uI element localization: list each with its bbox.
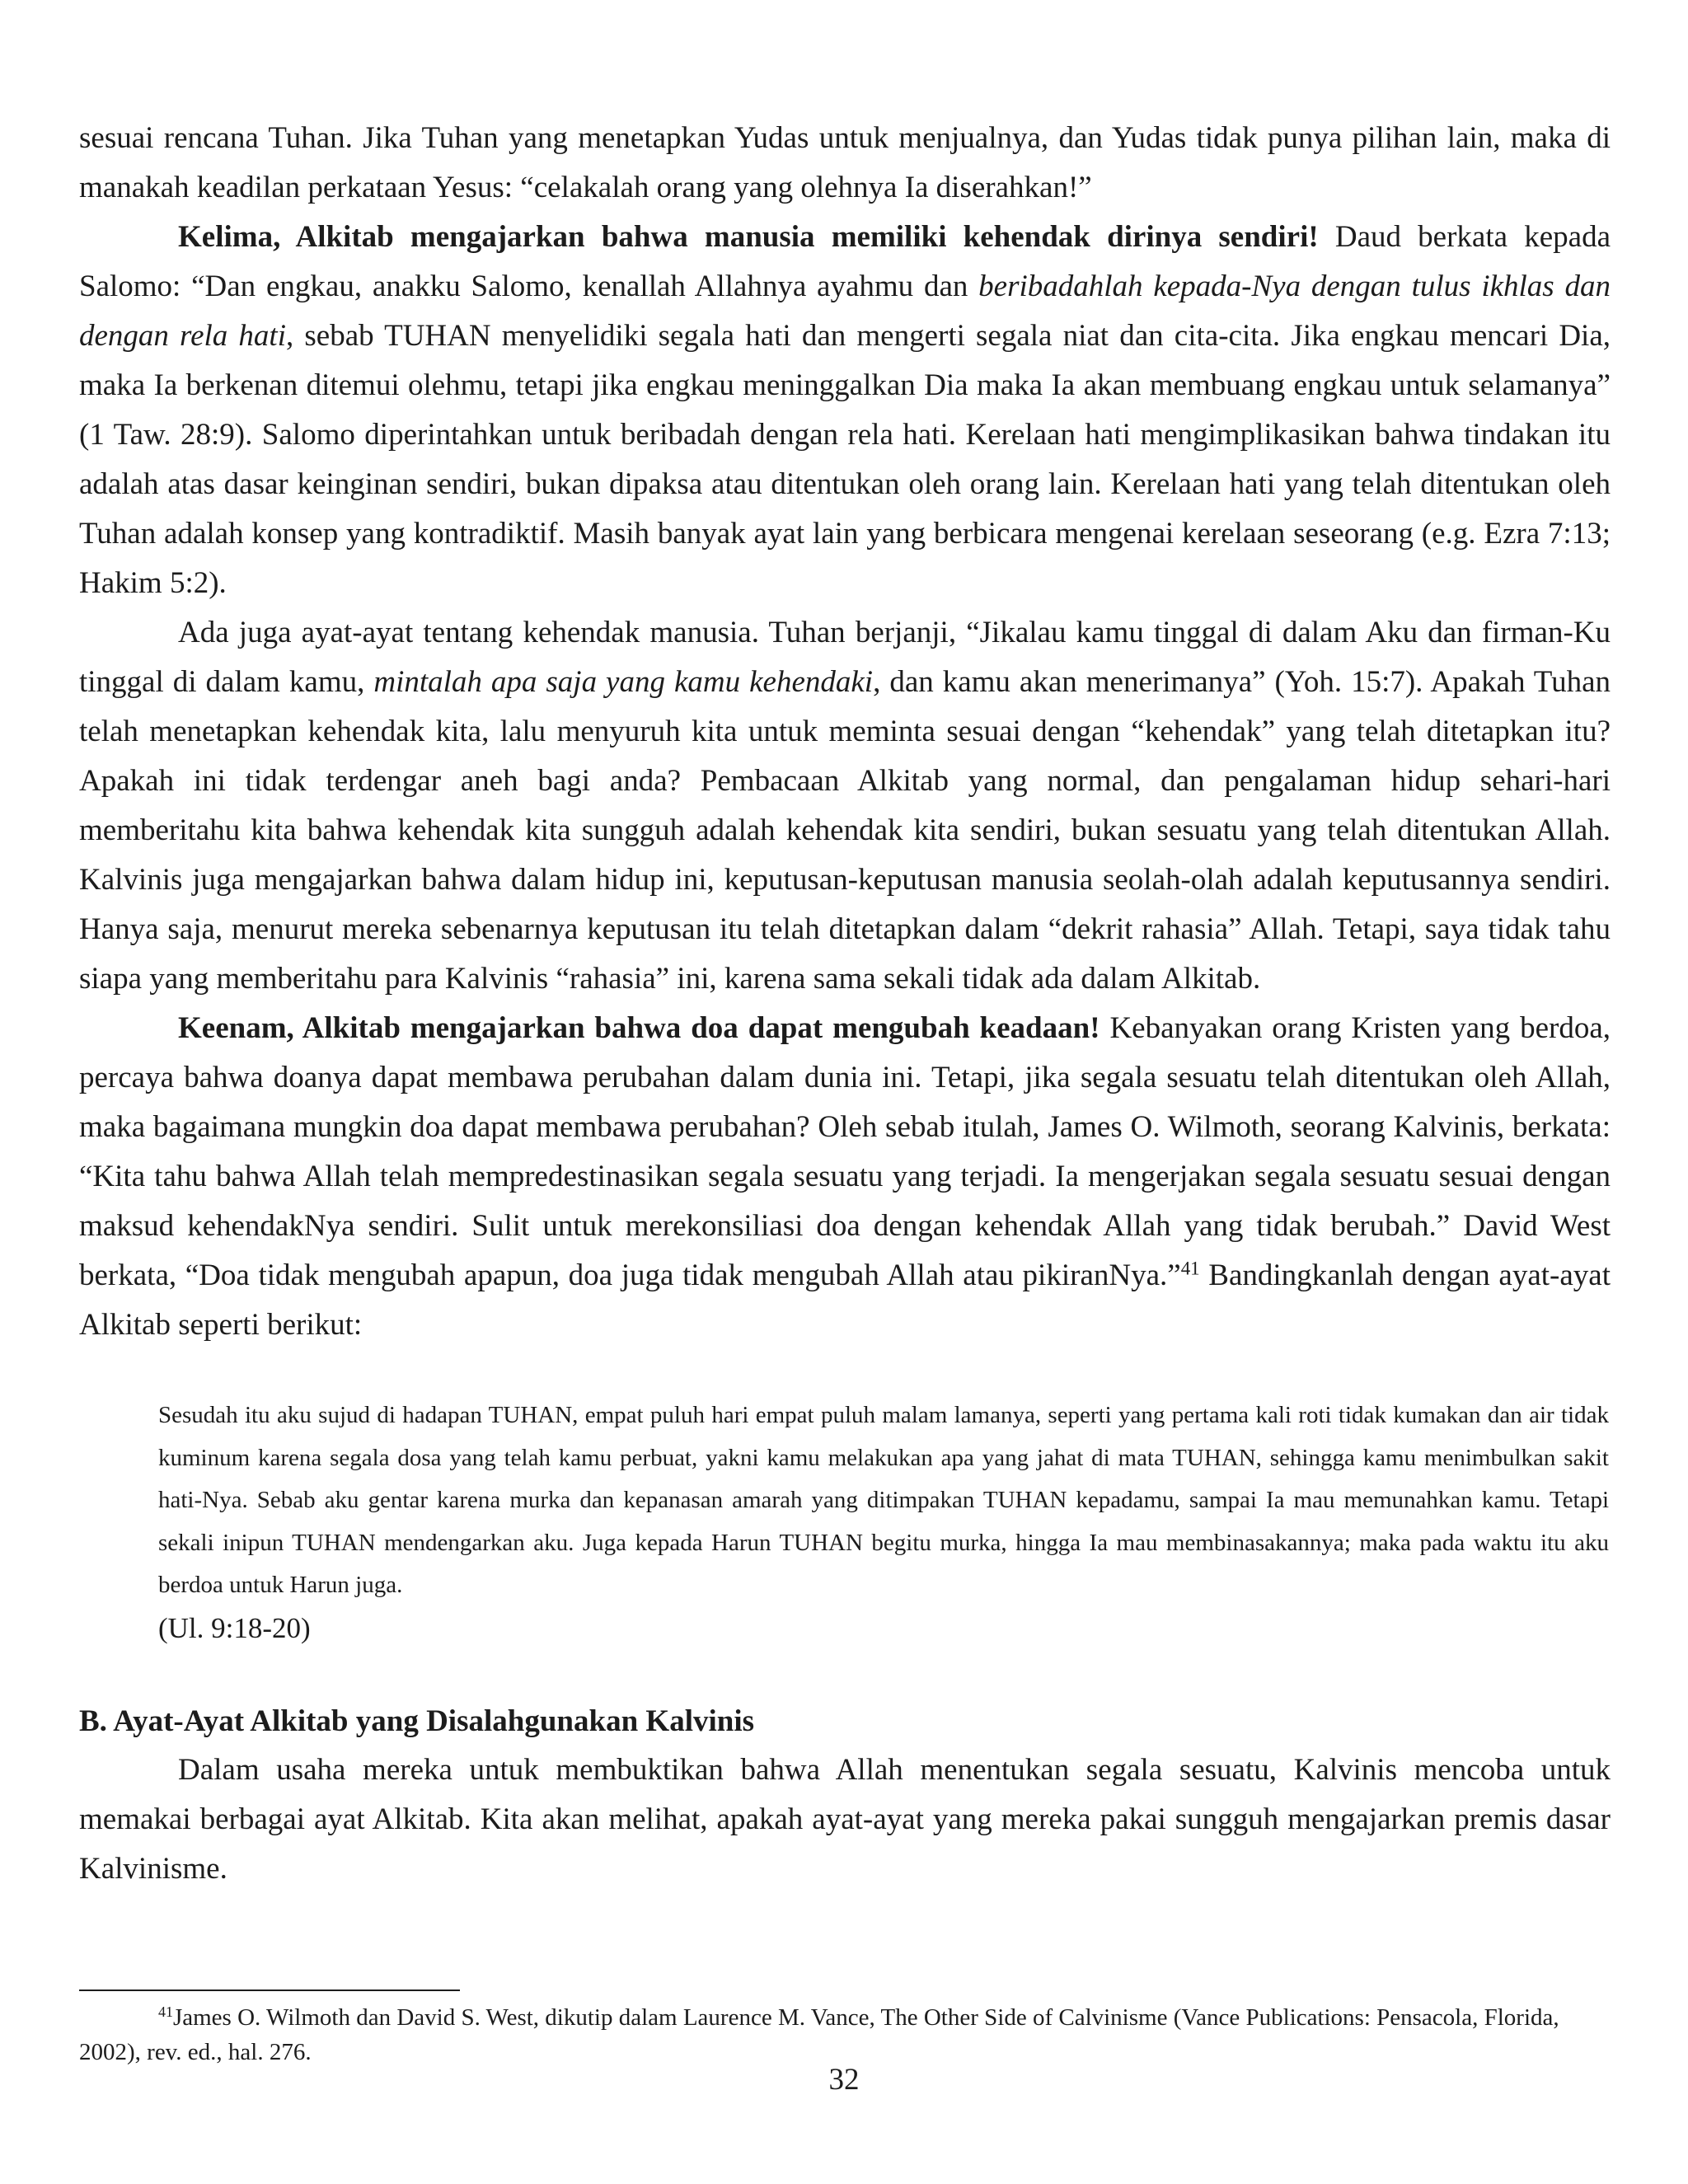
footnote (79, 2000, 1611, 2069)
paragraph-section-intro (79, 1746, 1611, 1894)
footnote-separator (79, 1990, 460, 1991)
main-text (79, 114, 1611, 1894)
paragraph-text: Ada juga ayat-ayat tentang kehendak manusia. Tuhan berjanji, “Jikalau kamu tinggal di dalam Aku dan firman-Ku tinggal di dalam kamu, (79, 616, 1611, 699)
block-quote (158, 1394, 1609, 1650)
paragraph-fifth-point (79, 213, 1611, 608)
emphasis-text: beribadahlah kepada-Nya dengan tulus ikhlas dan dengan rela hati (79, 269, 1611, 353)
paragraph-text: Daud berkata kepada Salomo: “Dan engkau, anakku Salomo, kenallah Allahnya ayahmu dan (79, 220, 1611, 303)
footnote-reference[interactable]: 41 (1180, 1258, 1200, 1279)
point-heading-fifth: Kelima, Alkitab mengajarkan bahwa manusia memiliki kehendak dirinya sendiri! (178, 220, 1319, 254)
paragraph-text: Bandingkanlah dengan ayat-ayat Alkitab seperti berikut: (79, 1258, 1611, 1342)
paragraph-human-will (79, 608, 1611, 1004)
quote-text: Sesudah itu aku sujud di hadapan TUHAN, empat puluh hari empat puluh malam lamanya, seperti yang pertama kali roti tidak kumakan dan air tidak kuminum karena segala dosa yang telah kamu perbuat, yakni kamu melakukan apa yang jahat di mata TUHAN, sehingga kamu menimbulkan sakit hati-Nya. Sebab aku gentar karena murka dan kepanasan amarah yang ditimpakan TUHAN kepadamu, sampai Ia mau memunahkan kamu. Tetapi sekali inipun TUHAN mendengarkan aku. Juga kepada Harun TUHAN begitu murka, hingga Ia mau membinasakannya; maka pada waktu itu aku berdoa untuk Harun juga. (158, 1402, 1609, 1598)
quote-reference: (Ul. 9:18-20) (158, 1611, 311, 1644)
point-heading-sixth: Keenam, Alkitab mengajarkan bahwa doa dapat mengubah keadaan! (178, 1011, 1100, 1045)
paragraph-text: sesuai rencana Tuhan. Jika Tuhan yang menetapkan Yudas untuk menjualnya, dan Yudas tidak punya pilihan lain, maka di manakah keadilan perkataan Yesus: “celakalah orang yang olehnya Ia diserahkan!” (79, 121, 1611, 204)
paragraph-text: , sebab TUHAN menyelidiki segala hati dan mengerti segala niat dan cita-cita. Jika engkau mencari Dia, maka Ia berkenan ditemui olehmu, tetapi jika engkau meninggalkan Dia maka Ia akan membuang engkau untuk selamanya” (1 Taw. 28:9). Salomo diperintahkan untuk beribadah dengan rela hati. Kerelaan hati mengimplikasikan bahwa tindakan itu adalah atas dasar keinginan sendiri, bukan dipaksa atau ditentukan oleh orang lain. Kerelaan hati yang telah ditentukan oleh Tuhan adalah konsep yang kontradiktif. Masih banyak ayat lain yang berbicara mengenai kerelaan seseorang (e.g. Ezra 7:13; Hakim 5:2). (79, 319, 1611, 600)
paragraph-text: Dalam usaha mereka untuk membuktikan bahwa Allah menentukan segala sesuatu, Kalvinis mencoba untuk memakai berbagai ayat Alkitab. Kita akan melihat, apakah ayat-ayat yang mereka pakai sungguh mengajarkan premis dasar Kalvinisme. (79, 1752, 1611, 1886)
footnote-text: James O. Wilmoth dan David S. West, dikutip dalam Laurence M. Vance, The Other Side of Calvinisme (Vance Publications: Pensacola, Florida, 2002), rev. ed., hal. 276. (79, 2004, 1559, 2065)
emphasis-text: mintalah apa saja yang kamu kehendaki (373, 665, 874, 699)
section-heading: B. Ayat-Ayat Alkitab yang Disalahgunakan Kalvinis (79, 1704, 755, 1738)
paragraph-text: Kebanyakan orang Kristen yang berdoa, percaya bahwa doanya dapat membawa perubahan dalam dunia ini. Tetapi, jika segala sesuatu telah ditentukan oleh Allah, maka bagaimana mungkin doa dapat membawa perubahan? Oleh sebab itulah, James O. Wilmoth, seorang Kalvinis, berkata: “Kita tahu bahwa Allah telah mempredestinasikan segala sesuatu yang terjadi. Ia mengerjakan segala sesuatu sesuai dengan maksud kehendakNya sendiri. Sulit untuk merekonsiliasi doa dengan kehendak Allah yang tidak berubah.” David West berkata, “Doa tidak mengubah apapun, doa juga tidak mengubah Allah atau pikiranNya.” (79, 1011, 1611, 1292)
paragraph-sixth-point (79, 1004, 1611, 1350)
paragraph-text: , dan kamu akan menerimanya” (Yoh. 15:7). Apakah Tuhan telah menetapkan kehendak kita, lalu menyuruh kita untuk meminta sesuai dengan “kehendak” yang telah ditetapkan itu? Apakah ini tidak terdengar aneh bagi anda? Pembacaan Alkitab yang normal, dan pengalaman hidup sehari-hari memberitahu kita bahwa kehendak kita sungguh adalah kehendak kita sendiri, bukan sesuatu yang telah ditentukan Allah. Kalvinis juga mengajarkan bahwa dalam hidup ini, keputusan-keputusan manusia seolah-olah adalah keputusannya sendiri. Hanya saja, menurut mereka sebenarnya keputusan itu telah ditetapkan dalam “dekrit rahasia” Allah. Tetapi, saya tidak tahu siapa yang memberitahu para Kalvinis “rahasia” ini, karena sama sekali tidak ada dalam Alkitab. (79, 665, 1611, 996)
footnote-number: 41 (158, 2004, 173, 2021)
page-number: 32 (828, 2063, 860, 2097)
paragraph-continuation (79, 114, 1611, 213)
